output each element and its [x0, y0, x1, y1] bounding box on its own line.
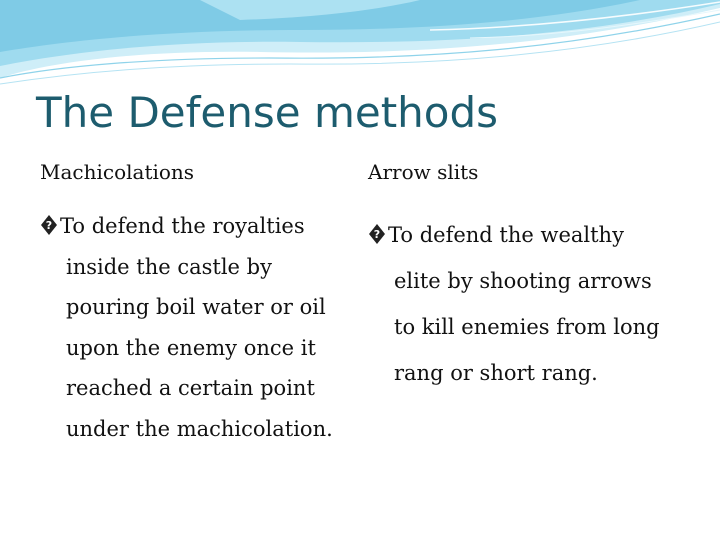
- left-bullet-line: under the machicolation.: [66, 416, 333, 441]
- left-bullet-line: reached a certain point: [66, 376, 315, 400]
- right-bullet-line: rang or short rang.: [394, 361, 598, 385]
- right-heading: Arrow slits: [368, 160, 479, 184]
- left-bullet-line: upon the enemy once it: [66, 335, 316, 360]
- right-bullet-line: elite by shooting arrows: [394, 269, 652, 293]
- header-wave-decoration: [0, 0, 720, 90]
- left-bullet-line: inside the castle by: [66, 254, 272, 279]
- left-bullet: [40, 206, 350, 449]
- left-bullet-line: ? To defend the royalties: [40, 206, 350, 247]
- replacement-glyph-icon: [368, 223, 386, 245]
- right-bullet: [368, 212, 698, 396]
- right-column-arrow-slits: [368, 158, 698, 396]
- left-bullet-line: pouring boil water or oil: [66, 295, 326, 319]
- replacement-glyph-icon: [40, 214, 58, 236]
- left-heading: Machicolations: [40, 160, 195, 184]
- right-bullet-line: to kill enemies from long: [394, 315, 660, 339]
- right-bullet-line: ? To defend the wealthy: [368, 212, 698, 258]
- left-column-machicolations: [40, 158, 350, 449]
- svg-text:?: ?: [373, 228, 381, 241]
- svg-text:?: ?: [45, 219, 53, 232]
- slide-title: The Defense methods: [36, 88, 499, 137]
